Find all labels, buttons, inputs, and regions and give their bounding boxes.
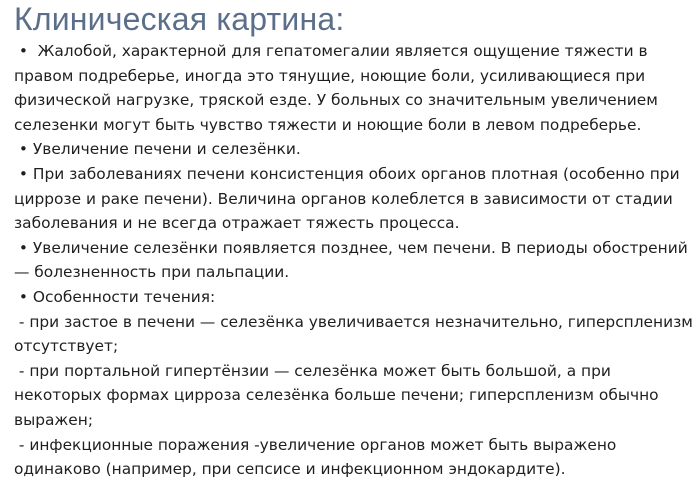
slide-body: [14, 39, 698, 482]
paragraph-consistency: • При заболеваниях печени консистенция обоих органов плотная (особенно при циррозе и раке печени). Величина органов колеблется в зависимости от стадии заболевания и не всегда отражает тяжесть процесса.: [14, 164, 685, 233]
paragraph-portal-hypertension: - при портальной гипертёнзии — селезёнка может быть большой, а при некоторых формах цирроза селезёнка больше печени; гиперспленизм обычно выражен;: [14, 361, 664, 429]
paragraph-liver-congestion: - при застое в печени — селезёнка увеличивается незначительно, гиперспленизм отсутствует;: [14, 312, 698, 356]
paragraph-course-features: • Особенности течения:: [14, 287, 216, 306]
paragraph-complaints: • Жалобой, характерной для гепатомегалии является ощущение тяжести в правом подреберье, иногда это тянущие, ноющие боли, усиливающиеся при физической нагрузке, тряской езде. У больных со значительным увеличением селезенки могут быть чувство тяжести и ноющие боли в левом подреберье.: [14, 42, 663, 134]
slide-title: Клиническая картина:: [14, 1, 345, 37]
paragraph-enlargement: • Увеличение печени и селезёнки.: [14, 140, 301, 159]
paragraph-infectious-lesions: - инфекционные поражения -увеличение органов может быть выражено одинаково (например, при сепсисе и инфекционном эндокардите).: [14, 435, 622, 479]
paragraph-spleen-later: • Увеличение селезёнки появляется позднее, чем печени. В периоды обострений — болезненность при пальпации.: [14, 238, 693, 282]
